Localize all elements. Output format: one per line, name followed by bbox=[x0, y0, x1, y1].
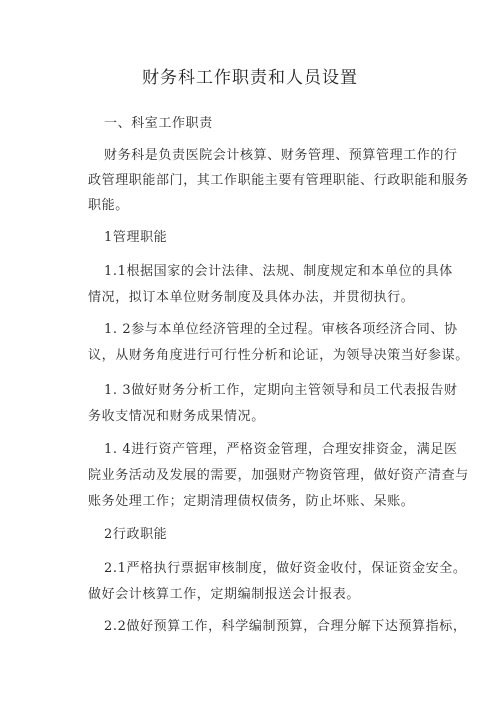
paragraph-line: 1. 2参与本单位经济管理的全过程。审核各项经济合同、协 bbox=[104, 322, 458, 337]
paragraph-line: 财务科是负责医院会计核算、财务管理、预算管理工作的行 bbox=[104, 148, 458, 163]
paragraph-line: 政管理职能部门，其工作职能主要有管理职能、行政职能和服务 bbox=[88, 173, 469, 188]
paragraph-line: 院业务活动及发展的需要，加强财产物资管理，做好资产清查与 bbox=[88, 468, 469, 483]
paragraph-line: 务收支情况和财务成果情况。 bbox=[88, 409, 265, 424]
paragraph-line: 2.1严格执行票据审核制度，做好资金收付，保证资金安全。 bbox=[104, 561, 467, 576]
paragraph-line: 议，从财务角度进行可行性分析和论证，为领导决策当好参谋。 bbox=[88, 348, 469, 363]
page-title: 财务科工作职责和人员设置 bbox=[142, 68, 358, 88]
paragraph-line: 1.1根据国家的会计法律、法规、制度规定和本单位的具体 bbox=[104, 264, 453, 279]
paragraph-line: 职能。 bbox=[88, 198, 129, 213]
paragraph-line: 账务处理工作；定期清理债权债务，防止坏账、呆账。 bbox=[88, 494, 415, 509]
subsection-heading: 1管理职能 bbox=[104, 230, 168, 245]
paragraph-line: 1. 3做好财务分析工作，定期向主管领导和员工代表报告财 bbox=[104, 383, 458, 398]
paragraph-line: 1. 4进行资产管理，严格资金管理，合理安排资金，满足医 bbox=[104, 442, 458, 457]
subsection-heading: 2行政职能 bbox=[104, 527, 168, 542]
section-heading: 一、科室工作职责 bbox=[104, 116, 213, 131]
paragraph-line: 2.2做好预算工作，科学编制预算，合理分解下达预算指标， bbox=[104, 619, 467, 634]
paragraph-line: 做好会计核算工作，定期编制报送会计报表。 bbox=[88, 587, 361, 602]
paragraph-line: 情况，拟订本单位财务制度及具体办法，并贯彻执行。 bbox=[88, 290, 415, 305]
